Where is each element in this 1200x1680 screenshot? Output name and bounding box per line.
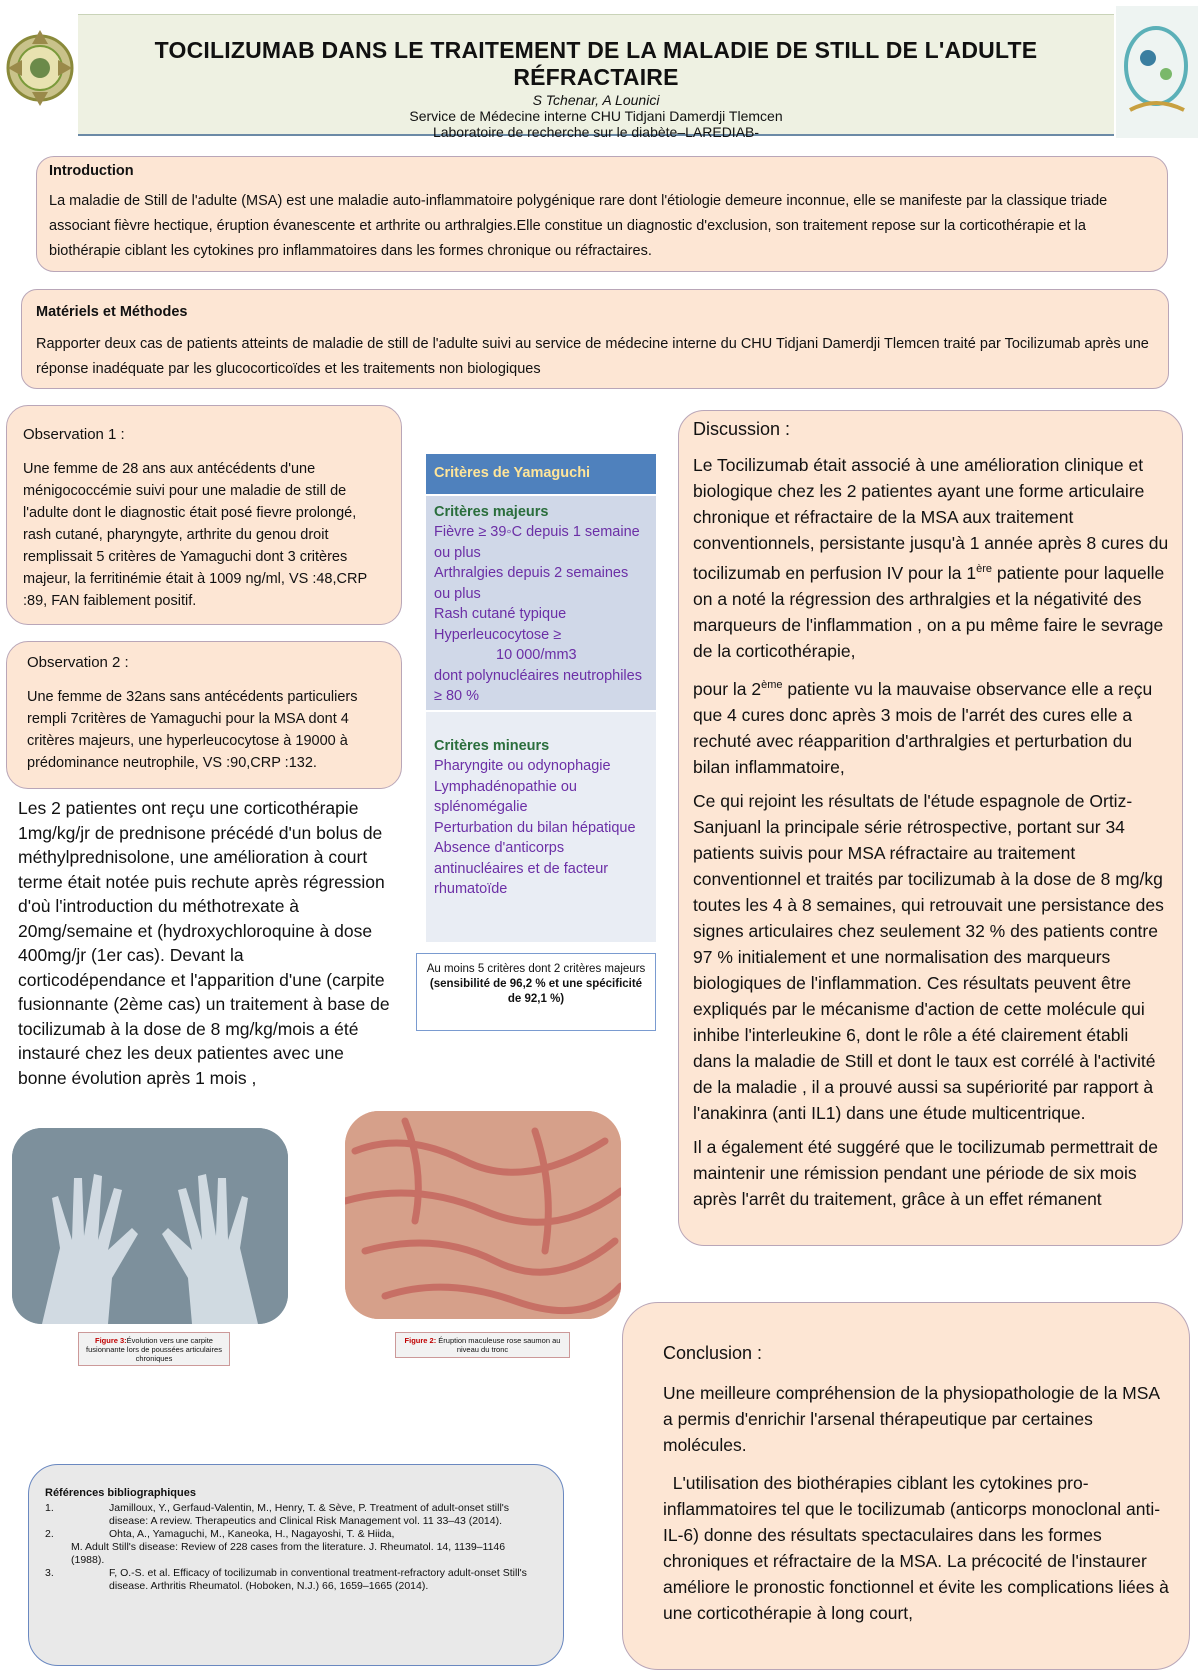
poster-title: TOCILIZUMAB DANS LE TRAITEMENT DE LA MALADIE DE STILL DE L'ADULTE RÉFRACTAIRE [154,37,1038,90]
authors: S Tchenar, A Lounici [532,92,660,108]
observation-1-heading: Observation 1 : [23,426,125,443]
figure-2-caption: Figure 2: Éruption maculeuse rose saumon au niveau du tronc [395,1332,570,1358]
major-criterion-value: 10 000/mm3 [496,647,577,663]
methods-heading: Matériels et Méthodes [36,304,188,320]
major-criterion: Arthralgies depuis 2 semaines ou plus [434,565,629,602]
conclusion-box [622,1302,1190,1670]
poster-header [78,14,1114,140]
discussion-heading: Discussion : [693,419,791,439]
references-box [28,1464,564,1666]
laboratory-logo [1116,6,1198,138]
observation-1-box [6,405,402,625]
affiliation-laboratory: Laboratoire de recherche sur le diabète–LAREDIAB- [432,124,760,140]
major-criteria-heading: Critères majeurs [434,504,549,520]
yamaguchi-note [416,953,656,1031]
yamaguchi-note-rule: Au moins 5 critères dont 2 critères majeurs [426,963,646,975]
minor-criterion: Perturbation du bilan hépatique [434,819,636,836]
conclusion-heading: Conclusion : [663,1343,763,1363]
minor-criterion: Lymphadénopathie ou splénomégalie [434,778,577,815]
treatment-paragraph: Les 2 patientes ont reçu une corticothérapie 1mg/kg/jr de prednisone précédé d'un bolus de méthylprednisolone, une amélioration à court terme était notée puis rechute après régression d'où l'introduction du méthotrexate à 20mg/semaine et (hydroxychloroquine à dose 400mg/jr (1er cas). Devant la corticodépendance et l'apparition d'une (carpite fusionnante (2ème cas) un traitement à base de tocilizumab à la dose de 8 mg/kg/mois a été instauré chez les deux patientes avec une bonne évolution après 1 mois , [18,798,390,1088]
discussion-paragraph-2: pour la 2ème patiente vu la mauvaise observance elle a reçu que 4 cures donc après 3 mois de l'arrét des cures elle a rechuté avec réapparition d'arthralgies et perturbation du bilan inflammatoire, [693,678,1153,777]
reference-item: 1. Jamilloux, Y., Gerfaud-Valentin, M., Henry, T. & Sève, P. Treatment of adult-onset still's disease: A review. Therapeutics and Clinical Risk Management vol. 11 33–43 (2014). [45,1502,510,1527]
yamaguchi-minor-criteria [426,710,656,942]
major-criterion: dont polynucléaires neutrophiles ≥ 80 % [434,667,642,704]
observation-2-text: Une femme de 32ans sans antécédents particuliers rempli 7critères de Yamaguchi pour la MSA dont 4 critères majeurs, une hyperleucocytose à 19000 à prédominance neutrophile, VS :90,CRP :132. [27,689,358,771]
minor-criterion: Absence d'anticorps antinucléaires et de facteur rhumatoïde [434,840,609,897]
introduction-text: La maladie de Still de l'adulte (MSA) est une maladie auto-inflammatoire polygénique rare dont l'étiologie demeure inconnue, elle se manifeste par la classique triade associant fièvre hectique, éruption évanescente et arthrite ou arthralgies.Elle constitue un diagnostic d'exclusion, son traitement repose sur la corticothérapie et la biothérapie ciblant les cytokines pro inflammatoires dans les formes chronique ou réfractaires. [49,193,1108,259]
minor-criterion: Pharyngite ou odynophagie [434,758,611,774]
rash-skin-image [345,1111,621,1319]
conclusion-paragraph-1: Une meilleure compréhension de la physiopathologie de la MSA a permis d'enrichir l'arsenal thérapeutique par certaines molécules. [663,1383,1160,1455]
discussion-paragraph-4: Il a également été suggéré que le tocilizumab permettrait de maintenir une rémission pendant une période de six mois après l'arrêt du traitement, grâce à un effet rémanent [693,1136,1158,1209]
references-heading: Références bibliographiques [45,1487,196,1499]
observation-1-text: Une femme de 28 ans aux antécédents d'une ménigococcémie suivi pour une maladie de still de l'adulte dont le diagnostic était posé fievre prolongé, rash cutané, pharyngyte, arthrite du genou droit remplissait 5 critères de Yamaguchi dont 3 critères majeur, la ferritinémie était à 1009 ng/ml, VS :48,CRP :89, FAN faiblement positif. [23,461,367,609]
hand-xray-image [12,1128,288,1324]
major-criterion: Hyperleucocytose ≥ [434,626,562,643]
major-criterion: Rash cutané typique [434,606,567,622]
reference-item: 3. F, O.-S. et al. Efficacy of tocilizumab in conventional treatment-refractory adult-onset Still's disease. Arthritis Rheumatol. (Hoboken, N.J.) 66, 1659–1665 (2014). [45,1567,527,1592]
conclusion-paragraph-2: L'utilisation des biothérapies ciblant les cytokines pro-inflammatoires tel que le tocilizumab (anticorps monoclonal anti-IL-6) donne des résultats spectaculaires dans les formes chroniques et réfractaire de la MSA. La précocité de l'instaurer améliore le pronostic fonctionnel et évite les complications liées à une corticothérapie à long court, [663,1473,1174,1623]
reference-item: 2. Ohta, A., Yamaguchi, M., Kaneoka, H., Nagayoshi, T. & Hiida, M. Adult Still's disease: Review of 228 cases from the literature. J. Rheumatol. 14, 1139–1146 (1988). [45,1528,506,1566]
affiliation-service: Service de Médecine interne CHU Tidjani Damerdji Tlemcen [409,108,783,124]
methods-box [21,289,1169,389]
yamaguchi-title: Critères de Yamaguchi [426,454,656,494]
observation-2-box [6,641,402,789]
introduction-heading: Introduction [49,163,134,179]
discussion-paragraph-1: Le Tocilizumab était associé à une amélioration clinique et biologique chez les 2 patientes ayant une forme articulaire chronique et réfractaire de la MSA aux traitement conventionnels, persistante jusqu'à 1 année après 8 cures du tocilizumab en perfusion IV pour la 1ère patiente pour laquelle on a noté la régression des arthralgies et la négativité des marqueurs de l'inflammation , on a pu même faire le sevrage de la corticothérapie, [693,455,1169,661]
observation-2-heading: Observation 2 : [27,654,129,671]
figure-3-caption: Figure 3:Évolution vers une carpite fusionnante lors de poussées articulaires chroniques [78,1332,230,1366]
discussion-paragraph-3: Ce qui rejoint les résultats de l'étude espagnole de Ortiz-Sanjuanl la principale série rétrospective, portant sur 34 patients suivis pour MSA réfractaire au traitement conventionnel et traités par tocilizumab à la dose de 8 mg/kg toutes les 4 à 8 semaines, qui retrouvait une persistance des signes articulaires chez seulement 32 % des patients contre 97 % initialement et une normalisation des marqueurs biologiques de l'inflammation. Ces résultats peuvent être expliqués par le mécanisme d'action de cette molécule qui inhibe l'interleukine 6, dont le rôle a été clairement établi dans la maladie de Still et dont le taux est corrélé à l'activité de la maladie , il a prouvé aussi sa supériorité par rapport à l'anakinra (anti IL1) dans une étude multicentrique. [693,790,1164,1123]
methods-text: Rapporter deux cas de patients atteints de maladie de still de l'adulte suivi au service de médecine interne du CHU Tidjani Damerdji Tlemcen traité par Tocilizumab après une réponse inadéquate par les glucocorticoïdes et les traitements non biologiques [36,336,1149,377]
university-emblem-logo [4,10,76,136]
major-criterion: Fièvre ≥ 39◦C depuis 1 semaine ou plus [434,524,640,561]
yamaguchi-note-stats: (sensibilité de 96,2 % et une spécificité de 92,1 %) [429,978,643,1005]
introduction-box [36,156,1168,272]
minor-criteria-heading: Critères mineurs [434,738,550,754]
yamaguchi-major-criteria [426,494,656,710]
discussion-box [678,410,1183,1246]
